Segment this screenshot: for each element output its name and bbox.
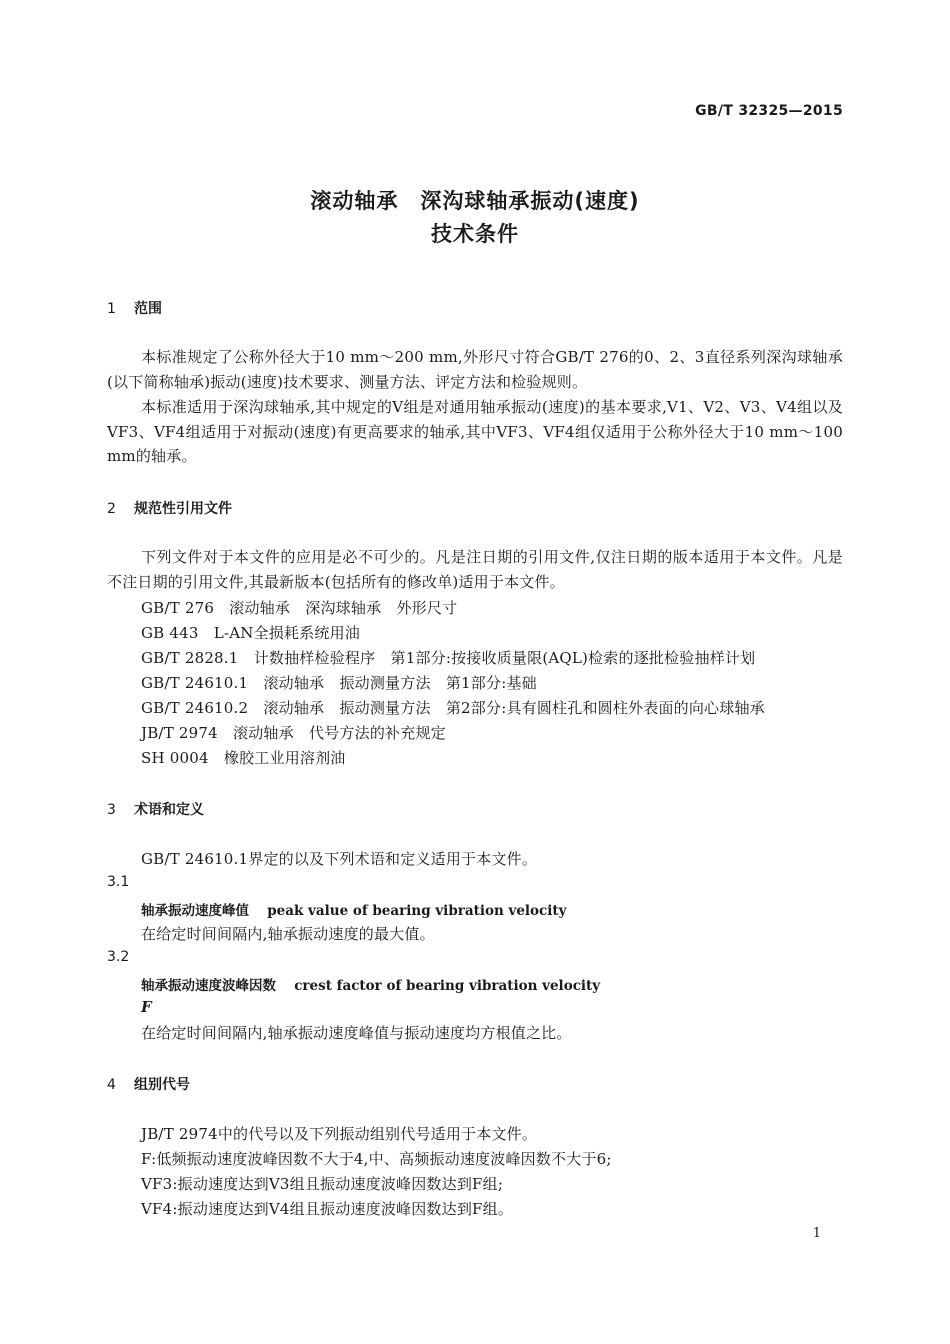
term-number: 3.2 (107, 949, 130, 965)
section-1-heading (107, 298, 162, 318)
term-number: 3.1 (107, 874, 130, 890)
section-number: 4 (107, 1077, 116, 1093)
group-code-line: VF4:振动速度达到V4组且振动速度波峰因数达到F组。 (141, 1200, 514, 1218)
term-en: peak value of bearing vibration velocity (267, 903, 567, 919)
section-3-heading (107, 799, 204, 819)
term-definition: 在给定时间间隔内,轴承振动速度的最大值。 (141, 925, 435, 943)
page-number: 1 (812, 1226, 821, 1241)
section-2-heading (107, 498, 232, 518)
reference-item: GB/T 24610.2 滚动轴承 振动测量方法 第2部分:具有圆柱孔和圆柱外表面的向心球轴承 (141, 699, 765, 717)
reference-item: GB/T 24610.1 滚动轴承 振动测量方法 第1部分:基础 (141, 674, 537, 692)
term-definition: 在给定时间间隔内,轴承振动速度峰值与振动速度均方根值之比。 (141, 1024, 572, 1042)
reference-item: GB 443 L-AN全损耗系统用油 (141, 624, 360, 642)
section-1-paragraph-2: 本标准适用于深沟球轴承,其中规定的V组是对通用轴承振动(速度)的基本要求,V1、V2、V3、V4组以及VF3、VF4组适用于对振动(速度)有更高要求的轴承,其中VF3、VF4组仅适用于公称外径大于10 mm～100 mm的轴承。 (107, 398, 843, 465)
group-code-line: F:低频振动速度波峰因数不大于4,中、高频振动速度波峰因数不大于6; (141, 1150, 612, 1168)
group-code-line: JB/T 2974中的代号以及下列振动组别代号适用于本文件。 (141, 1125, 538, 1143)
section-number: 1 (107, 301, 116, 317)
reference-item: JB/T 2974 滚动轴承 代号方法的补充规定 (141, 724, 446, 742)
section-number: 2 (107, 501, 116, 517)
reference-item: GB/T 2828.1 计数抽样检验程序 第1部分:按接收质量限(AQL)检索的逐批检验抽样计划 (141, 649, 756, 667)
section-2-intro: 下列文件对于本文件的应用是必不可少的。凡是注日期的引用文件,仅注日期的版本适用于本文件。凡是不注日期的引用文件,其最新版本(包括所有的修改单)适用于本文件。 (107, 548, 843, 591)
reference-item: GB/T 276 滚动轴承 深沟球轴承 外形尺寸 (141, 599, 458, 617)
term-heading (141, 974, 600, 994)
section-3-intro: GB/T 24610.1界定的以及下列术语和定义适用于本文件。 (141, 850, 538, 868)
document-title-line-1: 滚动轴承 深沟球轴承振动(速度) (310, 189, 640, 213)
term-heading (141, 899, 567, 919)
reference-item: SH 0004 橡胶工业用溶剂油 (141, 749, 346, 767)
section-title: 组别代号 (134, 1077, 190, 1093)
term-symbol: F (141, 998, 152, 1016)
section-title: 术语和定义 (134, 802, 204, 818)
term-zh: 轴承振动速度波峰因数 (141, 978, 276, 994)
standard-number: GB/T 32325—2015 (695, 103, 843, 119)
section-title: 规范性引用文件 (134, 501, 232, 517)
section-title: 范围 (134, 301, 162, 317)
group-code-line: VF3:振动速度达到V3组且振动速度波峰因数达到F组; (141, 1175, 504, 1193)
term-en: crest factor of bearing vibration velocity (294, 978, 601, 994)
term-zh: 轴承振动速度峰值 (141, 903, 249, 919)
section-number: 3 (107, 802, 116, 818)
section-4-heading (107, 1074, 190, 1094)
section-1-paragraph-1: 本标准规定了公称外径大于10 mm～200 mm,外形尺寸符合GB/T 276的0、2、3直径系列深沟球轴承(以下简称轴承)振动(速度)技术要求、测量方法、评定方法和检验规则。 (107, 348, 843, 391)
document-title-line-2: 技术条件 (431, 222, 519, 246)
